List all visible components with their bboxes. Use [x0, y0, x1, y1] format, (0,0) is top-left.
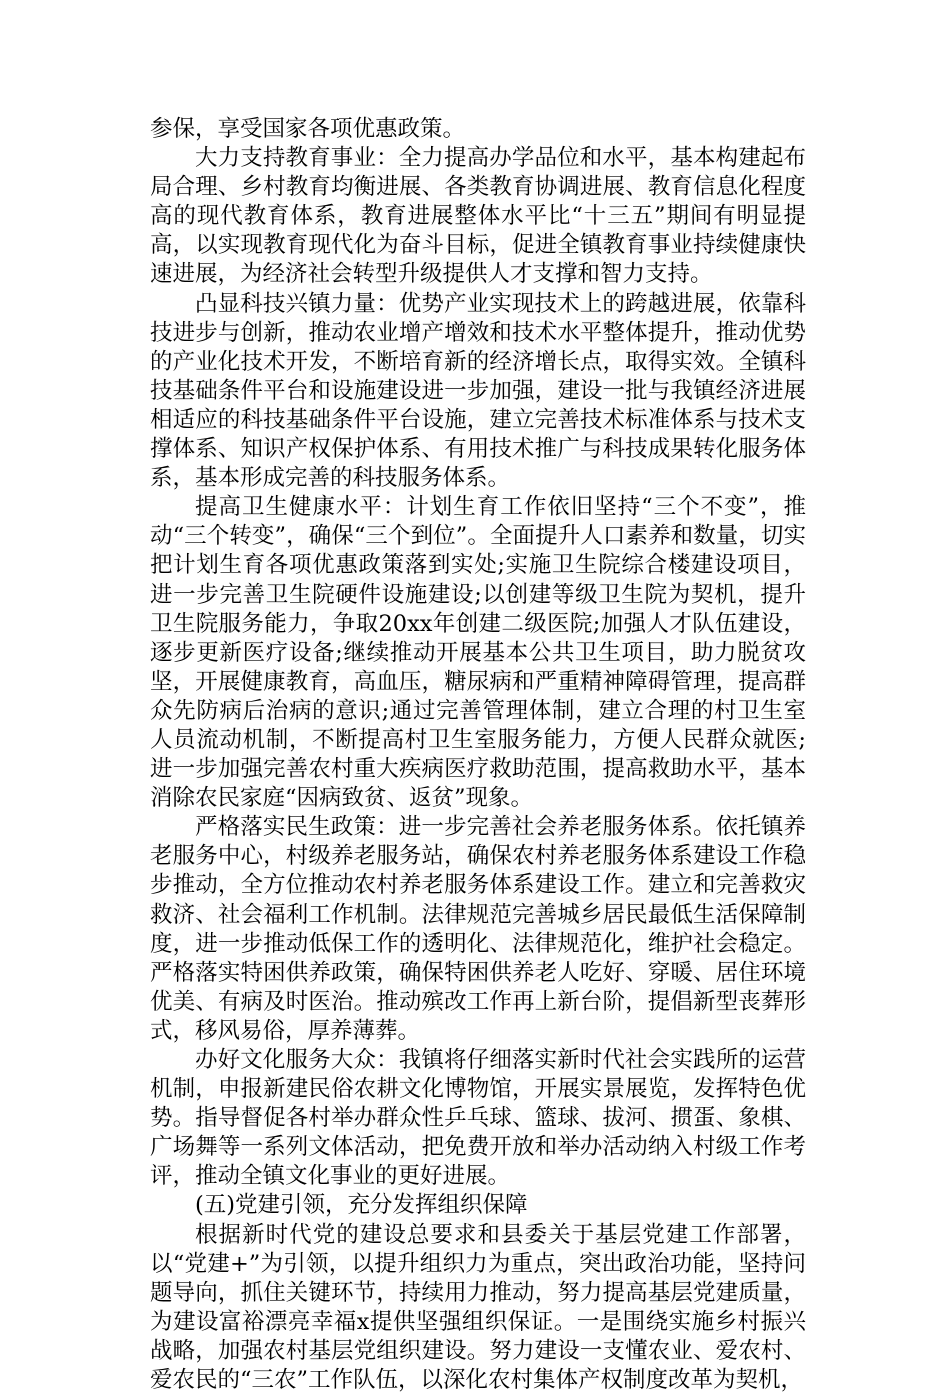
- paragraph-health: 提高卫生健康水平：计划生育工作依旧坚持“三个不变”，推动“三个转变”，确保“三个到位”。全面提升人口素养和数量，切实把计划生育各项优惠政策落到实处;实施卫生院综合楼建设项目，进一步完善卫生院硬件设施建设;以创建等级卫生院为契机，提升卫生院服务能力，争取20xx年创建二级医院;加强人才队伍建设，逐步更新医疗设备;继续推动开展基本公共卫生项目，助力脱贫攻坚，开展健康教育，高血压，糖尿病和严重精神障碍管理，提高群众先防病后治病的意识;通过完善管理体制，建立合理的村卫生室人员流动机制，不断提高村卫生室服务能力，方便人民群众就医;进一步加强完善农村重大疾病医疗救助范围，提高救助水平，基本消除农民家庭“因病致贫、返贫”现象。: [150, 494, 806, 812]
- paragraph-culture: 办好文化服务大众：我镇将仔细落实新时代社会实践所的运营机制，申报新建民俗农耕文化博物馆，开展实景展览，发挥特色优势。指导督促各村举办群众性乒乓球、篮球、拔河、掼蛋、象棋、广场舞等一系列文体活动，把免费开放和举办活动纳入村级工作考评，推动全镇文化事业的更好进展。: [150, 1047, 806, 1190]
- paragraph-livelihood: 严格落实民生政策：进一步完善社会养老服务体系。依托镇养老服务中心，村级养老服务站，确保农村养老服务体系建设工作稳步推动，全方位推动农村养老服务体系建设工作。建立和完善救灾救济、社会福利工作机制。法律规范完善城乡居民最低生活保障制度，进一步推动低保工作的透明化、法律规范化，维护社会稳定。严格落实特困供养政策，确保特困供养老人吃好、穿暖、居住环境优美、有病及时医治。推动殡改工作再上新台阶，提倡新型丧葬形式，移风易俗，厚养薄葬。: [150, 814, 806, 1044]
- section-heading: (五)党建引领，充分发挥组织保障: [195, 1192, 528, 1219]
- paragraph-continuation: 参保，享受国家各项优惠政策。: [150, 116, 466, 142]
- paragraph-technology: 凸显科技兴镇力量：优势产业实现技术上的跨越进展，依靠科技进步与创新，推动农业增产增效和技术水平整体提升，推动优势的产业化技术开发，不断培育新的经济增长点，取得实效。全镇科技基础条件平台和设施建设进一步加强，建设一批与我镇经济进展相适应的科技基础条件平台设施，建立完善技术标准体系与技术支撑体系、知识产权保护体系、有用技术推广与科技成果转化服务体系，基本形成完善的科技服务体系。: [150, 290, 806, 492]
- document-page: [150, 115, 806, 1395]
- paragraph-party-building: 根据新时代党的建设总要求和县委关于基层党建工作部署，以“党建+”为引领，以提升组织力为重点，突出政治功能，坚持问题导向，抓住关键环节，持续用力推动，努力提高基层党建质量，为建设富裕漂亮幸福x提供坚强组织保证。一是围绕实施乡村振兴战略，加强农村基层党组织建设。努力建设一支懂农业、爱农村、爱农民的“三农”工作队伍，以深化农村集体产权制度改革为契机，: [150, 1221, 806, 1394]
- paragraph-education: 大力支持教育事业：全力提高办学品位和水平，基本构建起布局合理、乡村教育均衡进展、各类教育协调进展、教育信息化程度高的现代教育体系，教育进展整体水平比“十三五”期间有明显提高，以实现教育现代化为奋斗目标，促进全镇教育事业持续健康快速进展，为经济社会转型升级提供人才支撑和智力支持。: [150, 145, 806, 288]
